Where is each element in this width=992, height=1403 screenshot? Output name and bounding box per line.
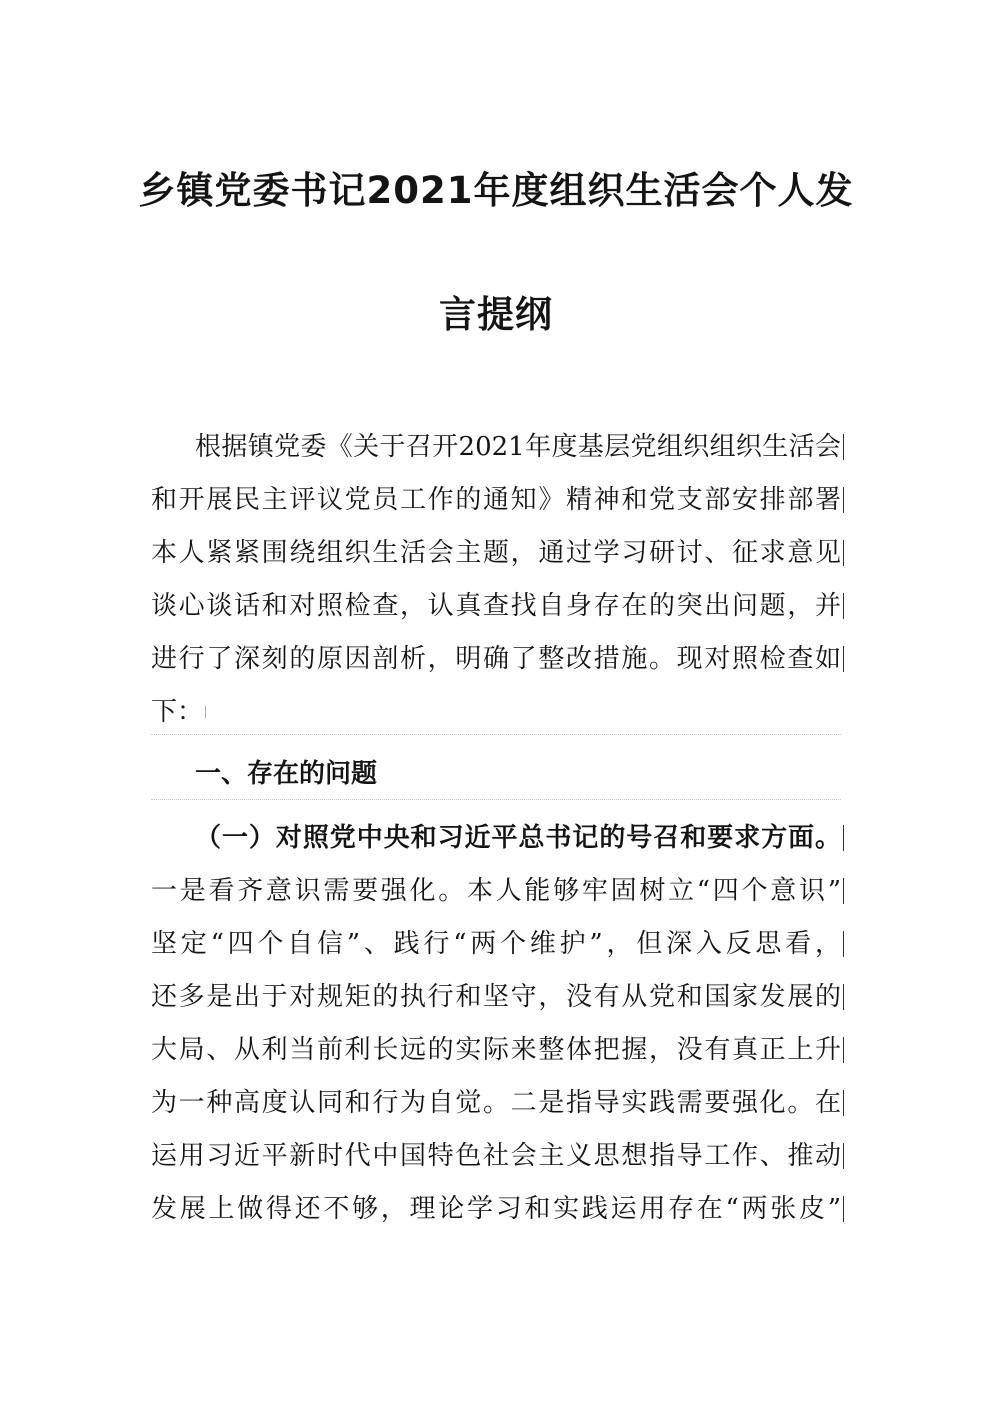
intro-line-2: 和开展民主评议党员工作的通知》精神和党支部安排部署 (151, 485, 841, 515)
body-line-5: 为一种高度认同和行为自觉。二是指导实践需要强化。在 (151, 1088, 841, 1118)
margin-mark (843, 878, 844, 904)
margin-mark (843, 825, 844, 851)
body-line-2: 坚定“四个自信”、践行“两个维护”，但深入反思看， (151, 929, 841, 959)
margin-mark (843, 931, 844, 957)
margin-mark (843, 1037, 844, 1063)
document-title-line-2: 言提纲 (439, 293, 553, 336)
margin-mark (843, 487, 844, 513)
paragraph-divider (151, 734, 841, 735)
paragraph-divider (151, 799, 841, 800)
body-line-1: 一是看齐意识需要强化。本人能够牢固树立“四个意识” (151, 876, 841, 906)
intro-line-4: 谈心谈话和对照检查，认真查找自身存在的突出问题，并 (151, 591, 841, 621)
intro-line-6: 下： (151, 697, 204, 727)
margin-mark (843, 434, 844, 460)
margin-mark (843, 984, 844, 1010)
body-line-7: 发展上做得还不够，理论学习和实践运用存在“两张皮” (151, 1194, 841, 1224)
body-line-3: 还多是出于对规矩的执行和坚守，没有从党和国家发展的 (151, 982, 841, 1012)
subsection-heading: （一）对照党中央和习近平总书记的号召和要求方面。 (195, 823, 841, 853)
cursor-mark (205, 706, 206, 718)
margin-mark (843, 646, 844, 672)
body-line-4: 大局、从利当前利长远的实际来整体把握，没有真正上升 (151, 1035, 841, 1065)
body-line-6: 运用习近平新时代中国特色社会主义思想指导工作、推动 (151, 1141, 841, 1171)
margin-mark (843, 593, 844, 619)
margin-mark (843, 1196, 844, 1222)
margin-mark (843, 1143, 844, 1169)
margin-mark (843, 540, 844, 566)
document-title-line-1: 乡镇党委书记2021年度组织生活会个人发 (138, 169, 854, 212)
intro-line-5: 进行了深刻的原因剖析，明确了整改措施。现对照检查如 (151, 644, 841, 674)
section-heading: 一、存在的问题 (195, 759, 378, 789)
margin-mark (843, 1090, 844, 1116)
intro-line-1: 根据镇党委《关于召开2021年度基层党组织组织生活会 (195, 432, 841, 462)
intro-line-3: 本人紧紧围绕组织生活会主题，通过学习研讨、征求意见 (151, 538, 841, 568)
